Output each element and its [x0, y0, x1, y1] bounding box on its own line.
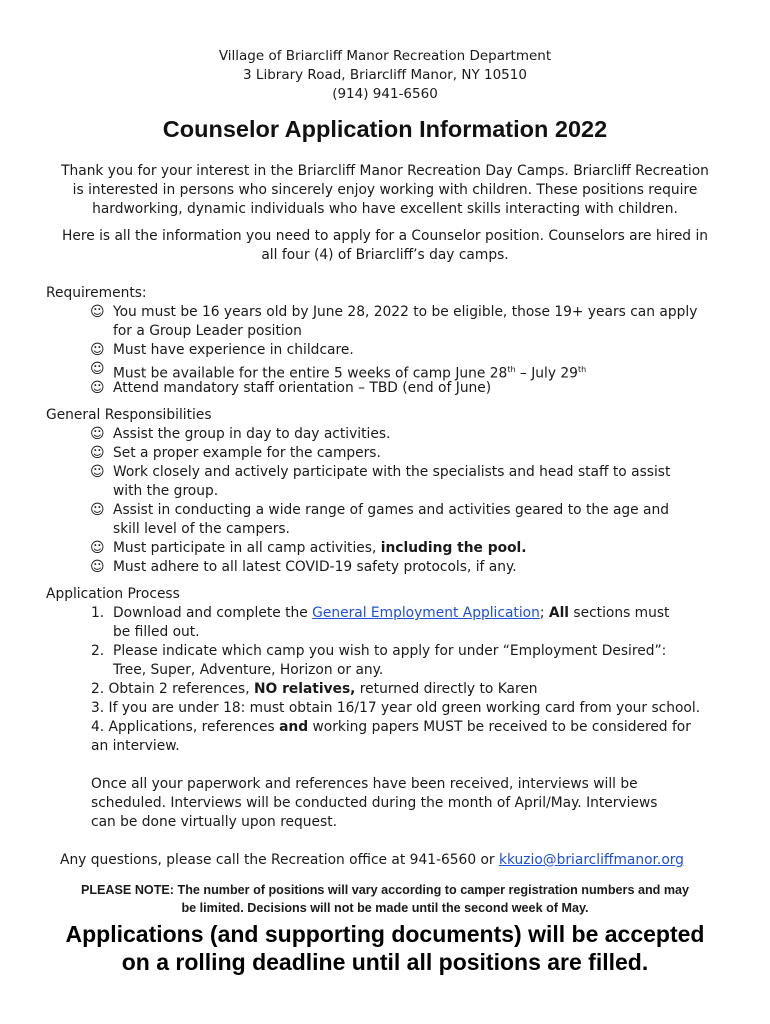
- process-step-cont: an interview.: [91, 738, 180, 754]
- process-step: Please indicate which camp you wish to apply for under “Employment Desired”:: [113, 643, 667, 659]
- intro-line: is interested in persons who sincerely enjoy working with children. These positions require: [72, 182, 698, 198]
- step-number: 1.: [91, 605, 105, 621]
- info-paragraph: [44, 227, 726, 265]
- responsibility-item: Assist the group in day to day activities.: [113, 426, 391, 442]
- smiley-bullet-icon: ☺: [90, 540, 105, 556]
- note-line: be limited. Decisions will not be made until the second week of May.: [181, 901, 589, 915]
- responsibilities-heading: General Responsibilities: [46, 407, 212, 423]
- smiley-bullet-icon: ☺: [90, 342, 105, 358]
- closing-line: scheduled. Interviews will be conducted during the month of April/May. Interviews: [91, 795, 658, 811]
- smiley-bullet-icon: ☺: [90, 559, 105, 575]
- process-step: 3. If you are under 18: must obtain 16/17 year old green working card from your school.: [91, 700, 701, 716]
- contact-email-link[interactable]: kkuzio@briarcliffmanor.org: [498, 852, 684, 868]
- smiley-bullet-icon: ☺: [90, 445, 105, 461]
- smiley-bullet-icon: ☺: [90, 502, 105, 518]
- process-heading: Application Process: [46, 586, 180, 602]
- process-step-cont: Tree, Super, Adventure, Horizon or any.: [113, 662, 384, 678]
- intro-line: Thank you for your interest in the Briarcliff Manor Recreation Day Camps. Briarcliff Recreation: [61, 163, 709, 179]
- deadline-heading: Applications (and supporting documents) will be accepted: [65, 921, 705, 947]
- intro-paragraph: [44, 162, 726, 219]
- smiley-bullet-icon: ☺: [90, 426, 105, 442]
- department-phone: (914) 941-6560: [332, 86, 438, 102]
- intro-line: hardworking, dynamic individuals who have excellent skills interacting with children.: [92, 201, 678, 217]
- process-step: 2. Obtain 2 references, NO relatives, returned directly to Karen: [91, 681, 538, 697]
- process-step: Download and complete the General Employment Application; All sections must: [113, 605, 670, 621]
- requirement-item: Must be available for the entire 5 weeks of camp June 28th – July 29th: [113, 365, 587, 382]
- department-name: Village of Briarcliff Manor Recreation Department: [218, 48, 552, 64]
- responsibility-item: Assist in conducting a wide range of games and activities geared to the age and: [113, 502, 670, 518]
- smiley-bullet-icon: ☺: [90, 464, 105, 480]
- responsibility-item: Must adhere to all latest COVID-19 safety protocols, if any.: [113, 559, 517, 575]
- info-line: Here is all the information you need to apply for a Counselor position. Counselors are hired in: [61, 228, 709, 244]
- requirement-item: Must have experience in childcare.: [113, 342, 354, 358]
- page-title: Counselor Application Information 2022: [162, 116, 608, 142]
- closing-line: Once all your paperwork and references have been received, interviews will be: [91, 776, 638, 792]
- department-address: 3 Library Road, Briarcliff Manor, NY 10510: [243, 67, 527, 83]
- requirement-item-cont: for a Group Leader position: [113, 323, 302, 339]
- requirement-item: Attend mandatory staff orientation – TBD (end of June): [113, 380, 492, 396]
- smiley-bullet-icon: ☺: [90, 380, 105, 396]
- responsibility-item-cont: skill level of the campers.: [113, 521, 290, 537]
- requirements-heading: Requirements:: [46, 285, 147, 301]
- process-step-cont: be filled out.: [113, 624, 200, 640]
- process-step: 4. Applications, references and working papers MUST be received to be considered for: [91, 719, 691, 735]
- responsibility-item: Set a proper example for the campers.: [113, 445, 381, 461]
- requirement-item: You must be 16 years old by June 28, 2022 to be eligible, those 19+ years can apply: [113, 304, 698, 320]
- closing-line: can be done virtually upon request.: [91, 814, 338, 830]
- contact-line: Any questions, please call the Recreation office at 941-6560 or kkuzio@briarcliffmanor.org: [60, 852, 684, 868]
- general-employment-application-link[interactable]: General Employment Application: [312, 605, 540, 621]
- info-line: all four (4) of Briarcliff’s day camps.: [261, 247, 509, 263]
- responsibility-item: Work closely and actively participate with the specialists and head staff to assist: [113, 464, 671, 480]
- smiley-bullet-icon: ☺: [90, 361, 105, 377]
- responsibility-item: Must participate in all camp activities, including the pool.: [113, 540, 527, 556]
- note-line: PLEASE NOTE: The number of positions will vary according to camper registration numbers and may: [80, 883, 690, 897]
- step-number: 2.: [91, 643, 105, 659]
- deadline-heading: on a rolling deadline until all positions are filled.: [121, 949, 649, 975]
- smiley-bullet-icon: ☺: [90, 304, 105, 320]
- responsibility-item-cont: with the group.: [113, 483, 219, 499]
